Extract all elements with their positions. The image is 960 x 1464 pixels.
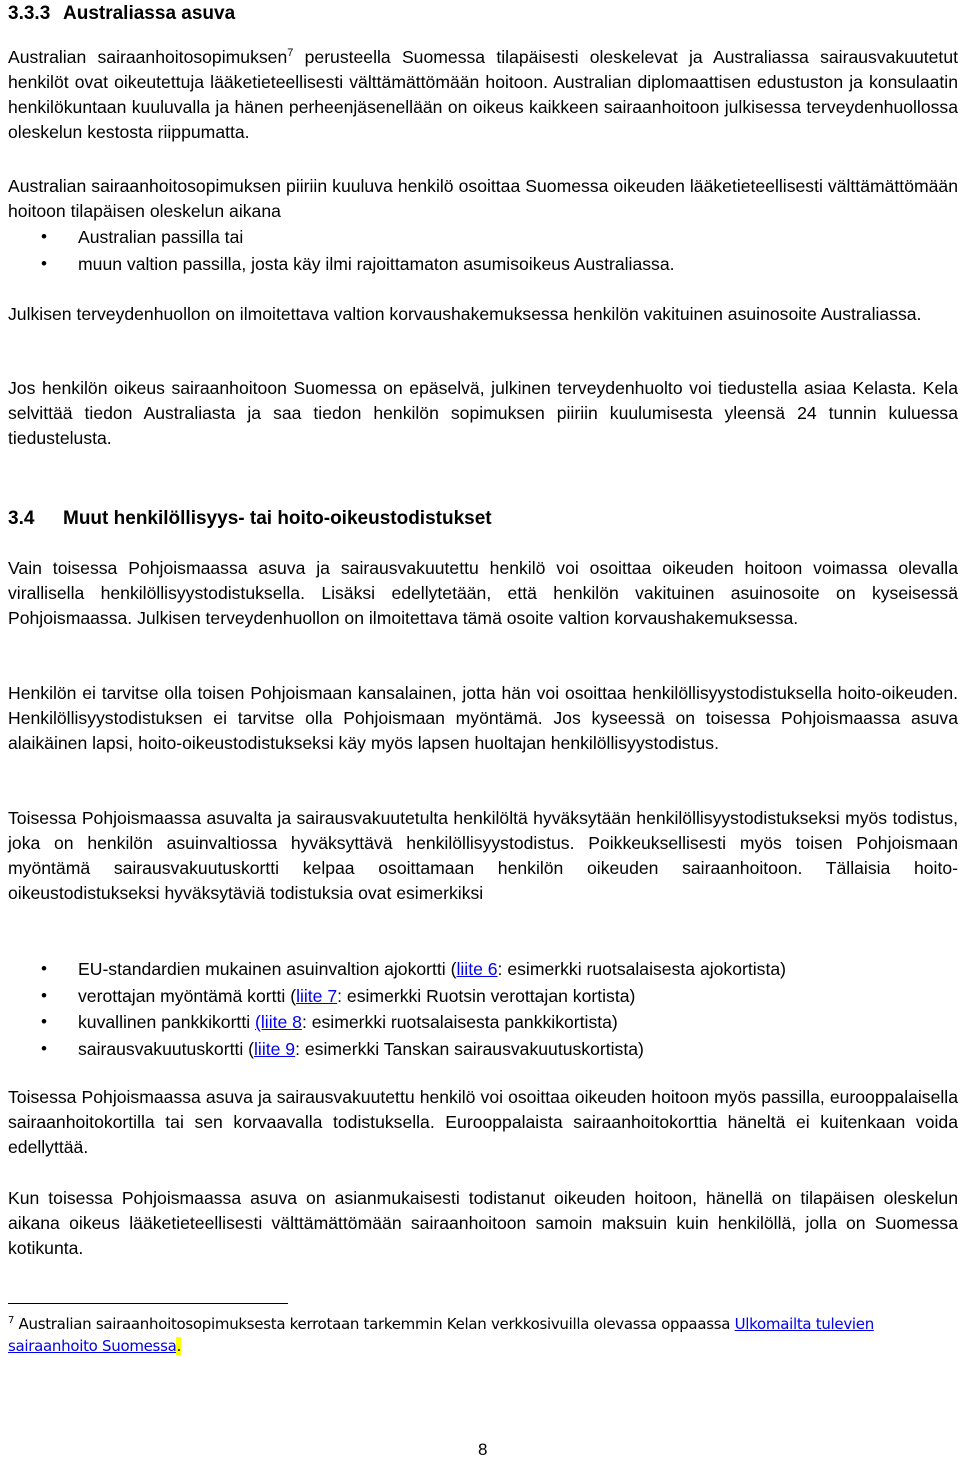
page-number: 8	[478, 1440, 488, 1459]
footnote-ref[interactable]: 7	[287, 47, 294, 60]
appendix-link[interactable]: (liite 8	[255, 1012, 302, 1032]
section-title: Muut henkilöllisyys- tai hoito-oikeustodistukset	[63, 508, 492, 529]
paragraph: Australian sairaanhoitosopimuksen piiriin kuuluva henkilö osoittaa Suomessa oikeuden lääketieteellisesti välttämättömään hoitoon tilapäisen oleskelun aikana	[8, 176, 958, 221]
paragraph: Vain toisessa Pohjoismaassa asuva ja sairausvakuutettu henkilö voi osoittaa oikeuden hoitoon voimassa olevalla virallisella henkilöllisyystodistuksella. Lisäksi edellytetään, että henkilön vakituinen asuinosoite on kyseisessä Pohjoismaassa. Julkisen terveydenhuollon on ilmoitettava tämä osoite valtion korvaushakemuksessa.	[8, 558, 958, 628]
section-number: 3.4	[8, 508, 35, 529]
paragraph: Kun toisessa Pohjoismaassa asuva on asianmukaisesti todistanut oikeuden hoitoon, hänellä on tilapäisen oleskelun aikana oikeus lääketieteellisesti välttämättömään sairaanhoitoon samoin maksuin kuin henkilöllä, jolla on Suomessa kotikunta.	[8, 1188, 958, 1258]
paragraph: Jos henkilön oikeus sairaanhoitoon Suomessa on epäselvä, julkinen terveydenhuolto voi tiedustella asiaa Kelasta. Kela selvittää tiedon Australiasta ja saa tiedon henkilön sopimuksen piiriin kuulumisesta yleensä 24 tunnin kuluessa tiedustelusta.	[8, 378, 958, 448]
list-item-text: : esimerkki ruotsalaisesta pankkikortista)	[301, 1012, 618, 1032]
list-item: • Australian passilla tai	[8, 224, 958, 251]
footnote-number: 7	[8, 1315, 15, 1326]
list-item-text: : esimerkki Tanskan sairausvakuutuskortista)	[295, 1038, 644, 1059]
footnote-end: .	[176, 1337, 181, 1355]
footnote-text: Australian sairaanhoitosopimuksesta kerrotaan tarkemmin Kelan verkkosivuilla olevassa oppaassa	[14, 1315, 735, 1333]
appendix-link[interactable]: liite 9	[254, 1038, 296, 1059]
section-heading-3-4	[8, 508, 492, 530]
section-title: Australiassa asuva	[63, 3, 236, 24]
section-number: 3.3.3	[8, 3, 51, 24]
list-item-text: : esimerkki ruotsalaisesta ajokortista)	[497, 959, 786, 979]
paragraph-text: Australian sairaanhoitosopimuksen	[8, 47, 288, 67]
appendix-link[interactable]: liite 6	[456, 959, 498, 979]
paragraph	[8, 45, 958, 145]
list-item	[8, 983, 958, 1010]
paragraph: Henkilön ei tarvitse olla toisen Pohjoismaan kansalainen, jotta hän voi osoittaa henkilöllisyystodistuksella hoito-oikeuden. Henkilöllisyystodistuksen ei tarvitse olla Pohjoismaan myöntämä. Jos kyseessä on toisessa Pohjoismaassa asuva alaikäinen lapsi, hoito-oikeustodistukseksi käy myös lapsen huoltajan henkilöllisyystodistus.	[8, 683, 958, 753]
bullet-list	[8, 224, 958, 277]
list-item: • muun valtion passilla, josta käy ilmi rajoittamaton asumisoikeus Australiassa.	[8, 251, 958, 278]
list-item-text: sairausvakuutuskortti (	[78, 1038, 255, 1059]
list-item-text: : esimerkki Ruotsin verottajan kortista)	[337, 985, 636, 1006]
footnote-link[interactable]: Ulkomailta tulevien sairaanhoito Suomessa	[8, 1315, 874, 1355]
section-heading-3-3-3	[8, 3, 235, 25]
paragraph: Julkisen terveydenhuollon on ilmoitettava valtion korvaushakemuksessa henkilön vakituinen asuinosoite Australiassa.	[8, 304, 922, 324]
appendix-link[interactable]: liite 7	[296, 985, 338, 1006]
bullet-list	[8, 956, 958, 1062]
footnote-divider	[8, 1303, 288, 1304]
footnote	[8, 1313, 958, 1357]
list-item-text: verottajan myöntämä kortti (	[78, 985, 297, 1006]
list-item	[8, 956, 958, 983]
paragraph: Toisessa Pohjoismaassa asuvalta ja sairausvakuutetulta henkilöltä hyväksytään henkilöllisyystodistukseksi myös todistus, joka on henkilön asuinvaltiossa hyväksyttävä henkilöllisyystodistus. Poikkeuksellisesti myös toisen Pohjoismaan myöntämä sairausvakuutuskortti kelpaa osoittamaan henkilön oikeuden sairaanhoitoon. Tällaisia hoito-oikeustodistukseksi hyväksytäviä todistuksia ovat esimerkiksi	[8, 808, 958, 903]
list-item	[8, 1036, 958, 1063]
list-item-text: EU-standardien mukainen asuinvaltion ajokortti (	[78, 959, 457, 979]
list-item-text: kuvallinen pankkikortti	[78, 1012, 256, 1032]
paragraph: Toisessa Pohjoismaassa asuva ja sairausvakuutettu henkilö voi osoittaa oikeuden hoitoon myös passilla, eurooppalaisella sairaanhoitokortilla tai sen korvaavalla todistuksella. Eurooppalaista sairaanhoitokorttia häneltä ei kuitenkaan voida edellyttää.	[8, 1087, 958, 1157]
list-item	[8, 1009, 958, 1036]
paragraph-text: perusteella Suomessa tilapäisesti oleskelevat ja Australiassa sairausvakuutetut henkilöt ovat oikeutettuja lääketieteellisesti välttämättömään hoitoon. Australian diplomaattisen edustuston ja konsulaatin henkilökuntaan kuuluvalla ja hänen perheenjäsenellään on oikeus kaikkeen sairaanhoitoon julkisessa terveydenhuollossa oleskelun kestosta riippumatta.	[8, 47, 958, 142]
